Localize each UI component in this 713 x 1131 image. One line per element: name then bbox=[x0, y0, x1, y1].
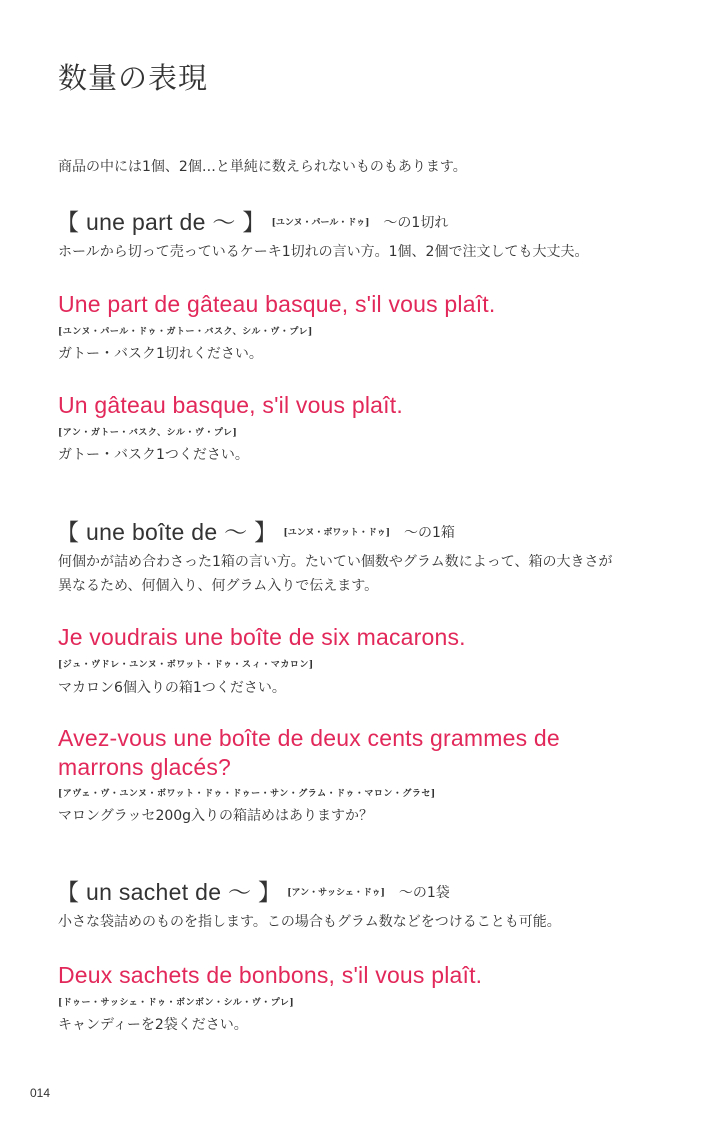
heading-phrase: 【 une part de 〜 】 bbox=[56, 209, 266, 235]
japanese-translation: ガトー・バスク1つください。 bbox=[58, 447, 249, 463]
heading-phrase: 【 une boîte de 〜 】 bbox=[56, 519, 278, 545]
section-description: 小さな袋詰めのものを指します。この場合もグラム数などをつけることも可能。 bbox=[58, 914, 561, 930]
heading-meaning: 〜の1箱 bbox=[403, 525, 455, 541]
page-title: 数量の表現 bbox=[58, 61, 209, 95]
section-heading-une-part-de bbox=[56, 204, 448, 237]
page-number: 014 bbox=[30, 1086, 51, 1100]
japanese-translation: ガトー・バスク1切れください。 bbox=[58, 346, 263, 362]
section-heading-un-sachet-de bbox=[56, 874, 450, 907]
french-example: Un gâteau basque, s'il vous plaît. bbox=[58, 392, 403, 418]
japanese-translation: マカロン6個入りの箱1つください。 bbox=[58, 680, 286, 696]
japanese-translation: マロングラッセ200g入りの箱詰めはありますか？ bbox=[58, 808, 374, 824]
heading-meaning: 〜の1切れ bbox=[383, 215, 449, 231]
french-example: Deux sachets de bonbons, s'il vous plaît. bbox=[58, 962, 483, 988]
heading-reading: [アン・サッシェ・ドゥ] bbox=[287, 888, 385, 898]
heading-meaning: 〜の1袋 bbox=[398, 885, 450, 901]
japanese-translation: キャンディーを2袋ください。 bbox=[58, 1017, 248, 1033]
example-reading: [ユンヌ・パール・ドゥ・ガトー・バスク、シル・ヴ・プレ] bbox=[58, 327, 313, 337]
example-reading: [ドゥー・サッシェ・ドゥ・ボンボン・シル・ヴ・プレ] bbox=[58, 998, 295, 1008]
section-description: 何個かが詰め合わさった1箱の言い方。たいてい個数やグラム数によって、箱の大きさが異なるため、何個入り、何グラム入りで伝えます。 bbox=[58, 554, 613, 594]
example-reading: [アヴェ・ヴ・ユンヌ・ボワット・ドゥ・ドゥー・サン・グラム・ドゥ・マロン・グラセ] bbox=[58, 789, 436, 799]
french-example: Je voudrais une boîte de six macarons. bbox=[58, 624, 466, 650]
section-heading-une-boite-de bbox=[56, 514, 455, 547]
french-example: Avez-vous une boîte de deux cents grammes de marrons glacés? bbox=[58, 725, 560, 780]
section-description: ホールから切って売っているケーキ1切れの言い方。1個、2個で注文しても大丈夫。 bbox=[58, 244, 589, 260]
intro-text: 商品の中には1個、2個…と単純に数えられないものもあります。 bbox=[58, 159, 467, 175]
heading-phrase: 【 un sachet de 〜 】 bbox=[56, 879, 282, 905]
heading-reading: [ユンヌ・パール・ドゥ] bbox=[271, 218, 370, 228]
example-reading: [ジュ・ヴドレ・ユンヌ・ボワット・ドゥ・スィ・マカロン] bbox=[58, 660, 314, 670]
heading-reading: [ユンヌ・ボワット・ドゥ] bbox=[283, 528, 390, 538]
example-reading: [アン・ガトー・バスク、シル・ヴ・プレ] bbox=[58, 428, 238, 438]
french-example: Une part de gâteau basque, s'il vous plaît. bbox=[58, 291, 496, 317]
